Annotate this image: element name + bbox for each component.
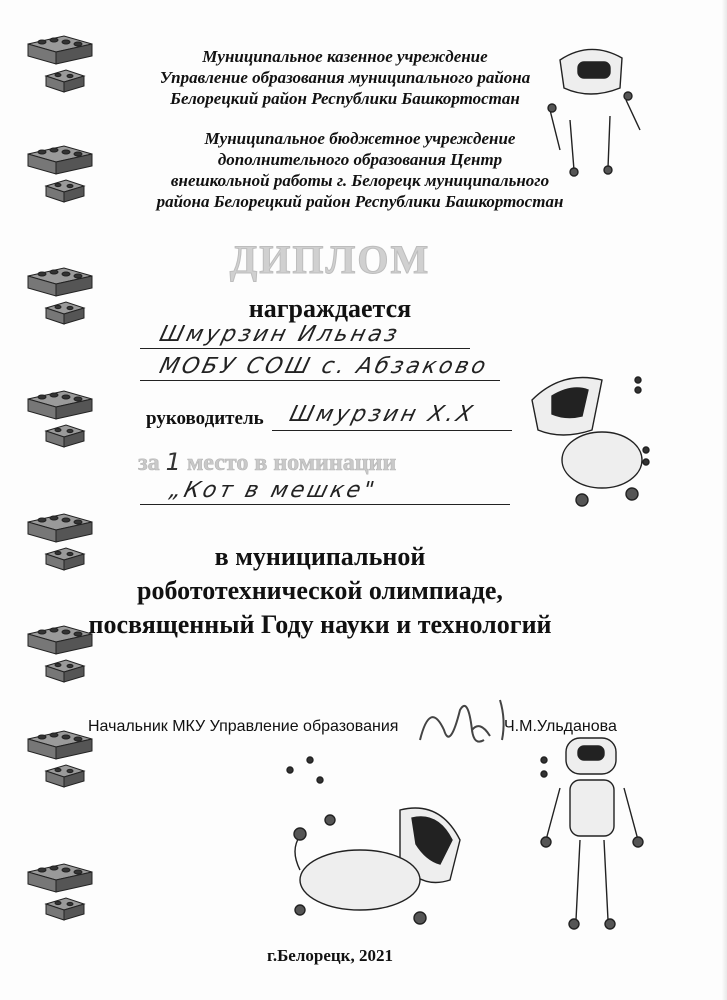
place-prefix: за (138, 450, 160, 476)
org-line: Белорецкий район Республики Башкортостан (170, 89, 520, 108)
org-line: района Белорецкий район Республики Башкортостан (156, 192, 564, 211)
event-line: в муниципальной (214, 542, 426, 571)
place-value: 1 (165, 448, 181, 476)
place-suffix: место в номинации (186, 450, 397, 476)
underline (272, 430, 512, 431)
city-year: г.Белорецк, 2021 (267, 946, 393, 965)
robot-illustration-middle (522, 360, 662, 520)
signatory-position: Начальник МКУ Управление образования (88, 718, 399, 735)
event-description (40, 540, 600, 642)
signatory-name: Ч.М.Ульданова (504, 718, 617, 735)
recipient-name: Шмурзин Ильназ (156, 322, 403, 347)
robot-illustration-bottom-lying (270, 740, 470, 940)
brick-decoration (22, 140, 98, 208)
event-line: робототехнической олимпиаде, (137, 576, 503, 605)
org-line: дополнительного образования Центр (217, 150, 503, 169)
underline (140, 380, 500, 381)
supervisor-label: руководитель (146, 408, 264, 429)
robot-illustration-bottom-standing (530, 730, 650, 940)
org-line: внешкольной работы г. Белорецк муниципального (170, 171, 550, 190)
underline (140, 348, 470, 349)
org-line: Управление образования муниципального района (159, 68, 531, 87)
awarded-label: награждается (248, 294, 412, 323)
diploma-title: ДИПЛОМ (229, 237, 431, 282)
brick-decoration (22, 858, 98, 926)
scan-edge (721, 0, 727, 1000)
brick-decoration (22, 385, 98, 453)
brick-decoration (22, 725, 98, 793)
underline (140, 504, 510, 505)
org-line: Муниципальное бюджетное учреждение (204, 129, 516, 148)
event-line: посвященный Году науки и технологий (88, 610, 552, 639)
organization-header-2 (100, 128, 620, 212)
organization-header-1 (95, 46, 595, 109)
place-line (138, 448, 396, 477)
nomination-name: „Кот в мешке" (166, 478, 380, 503)
brick-decoration (22, 30, 98, 98)
school-name: МОБУ СОШ с. Абзаково (156, 354, 492, 379)
org-line: Муниципальное казенное учреждение (202, 47, 488, 66)
supervisor-name: Шмурзин Х.Х (286, 402, 478, 427)
